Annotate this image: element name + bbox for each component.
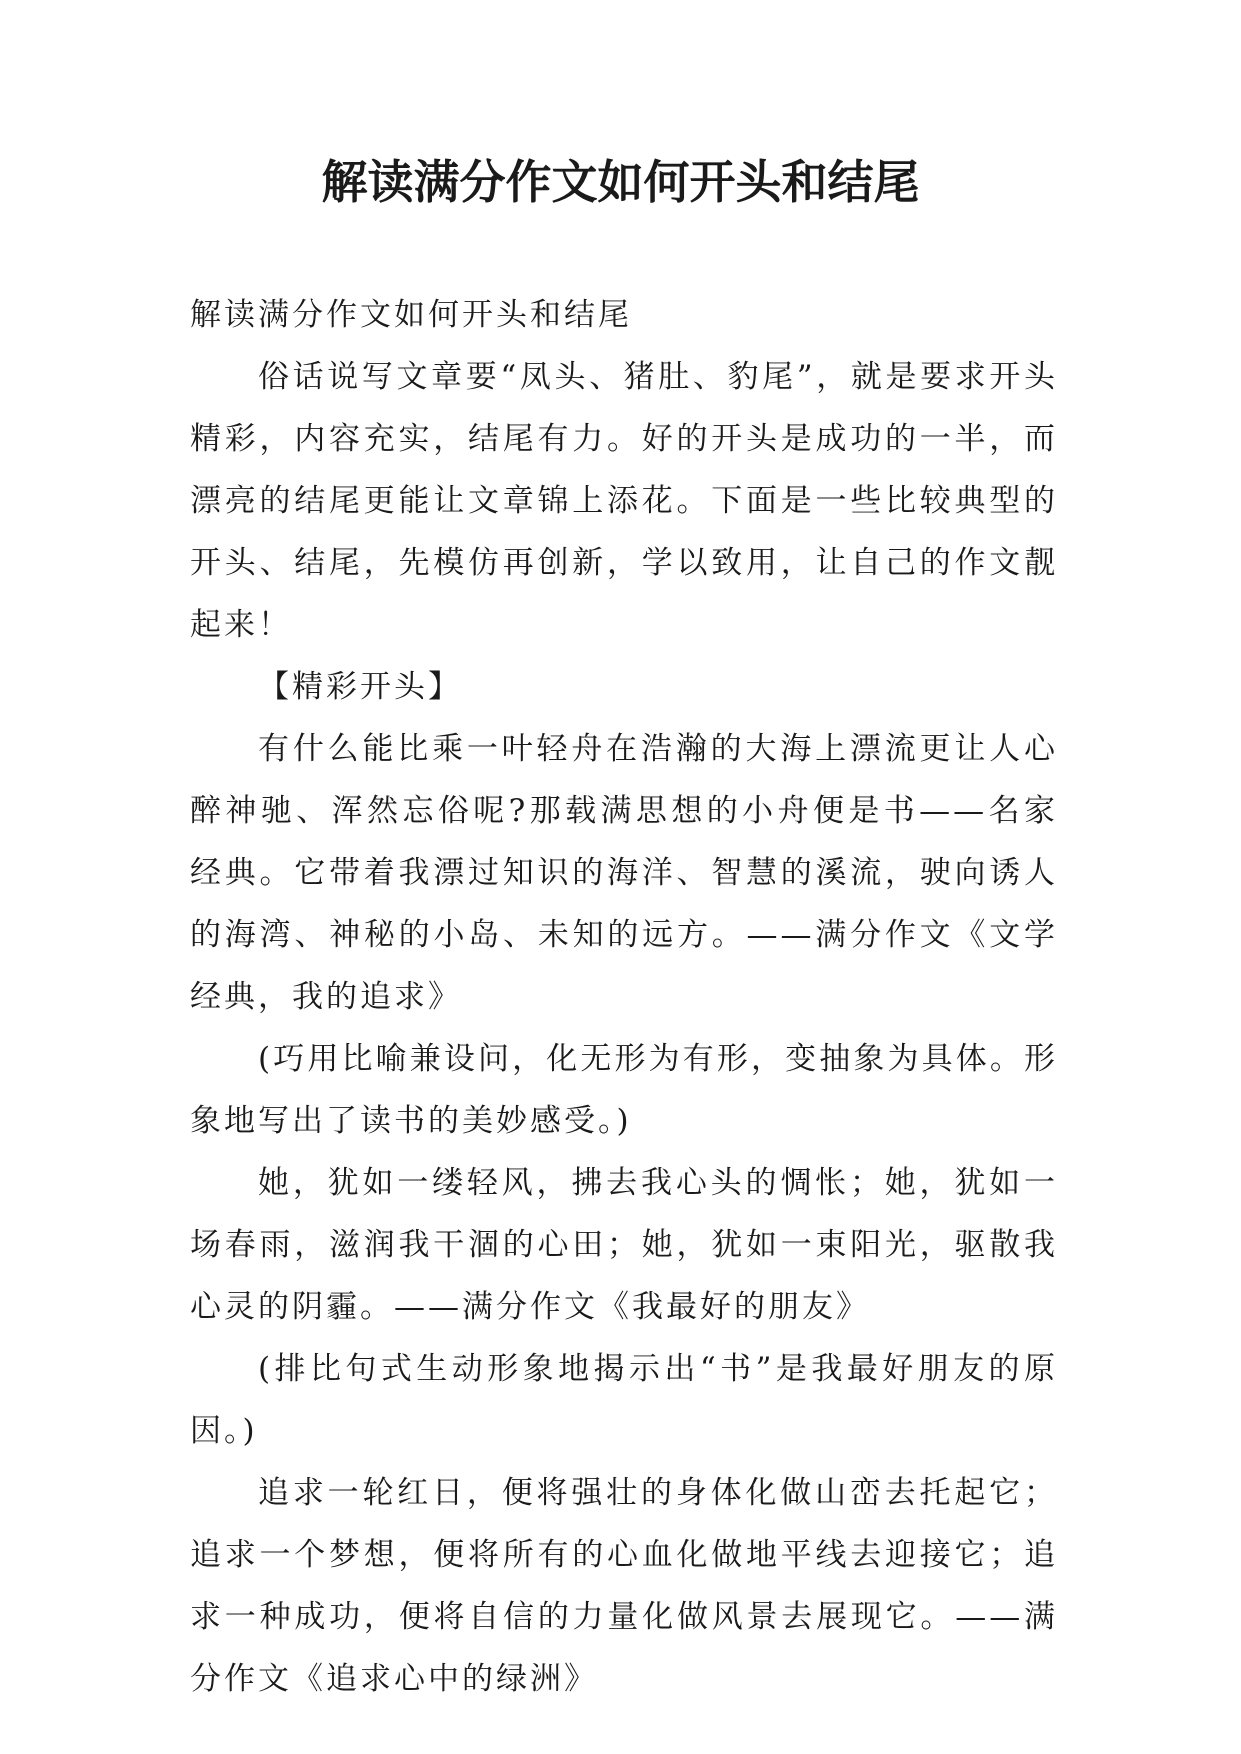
paragraph-comment-2: (排比句式生动形象地揭示出“书”是我最好朋友的原因。) bbox=[190, 1351, 1058, 1449]
paragraph-example-1: 有什么能比乘一叶轻舟在浩瀚的大海上漂流更让人心醉神驰、浑然忘俗呢?那载满思想的小舟便是书——名家经典。它带着我漂过知识的海洋、智慧的溪流，驶向诱人的海湾、神秘的小岛、未知的远方。——满分作文《文学经典，我的追求》 bbox=[190, 731, 1058, 1015]
paragraph-intro: 俗话说写文章要“凤头、猪肚、豹尾”，就是要求开头精彩，内容充实，结尾有力。好的开头是成功的一半，而漂亮的结尾更能让文章锦上添花。下面是一些比较典型的开头、结尾，先模仿再创新，学以致用，让自己的作文靓起来！ bbox=[190, 359, 1058, 643]
paragraph-comment-1: (巧用比喻兼设问，化无形为有形，变抽象为具体。形象地写出了读书的美妙感受。) bbox=[190, 1041, 1058, 1139]
paragraph-example-2: 她，犹如一缕轻风，拂去我心头的惆怅；她，犹如一场春雨，滋润我干涸的心田；她，犹如一束阳光，驱散我心灵的阴霾。——满分作文《我最好的朋友》 bbox=[190, 1165, 1058, 1325]
paragraph-subtitle: 解读满分作文如何开头和结尾 bbox=[190, 297, 632, 333]
section-heading-openings: 【精彩开头】 bbox=[258, 669, 462, 705]
document-title: 解读满分作文如何开头和结尾 bbox=[321, 155, 920, 209]
paragraph-example-3: 追求一轮红日，便将强壮的身体化做山峦去托起它；追求一个梦想，便将所有的心血化做地平线去迎接它；追求一种成功，便将自信的力量化做风景去展现它。——满分作文《追求心中的绿洲》 bbox=[190, 1475, 1058, 1697]
document-body bbox=[190, 284, 1058, 1710]
